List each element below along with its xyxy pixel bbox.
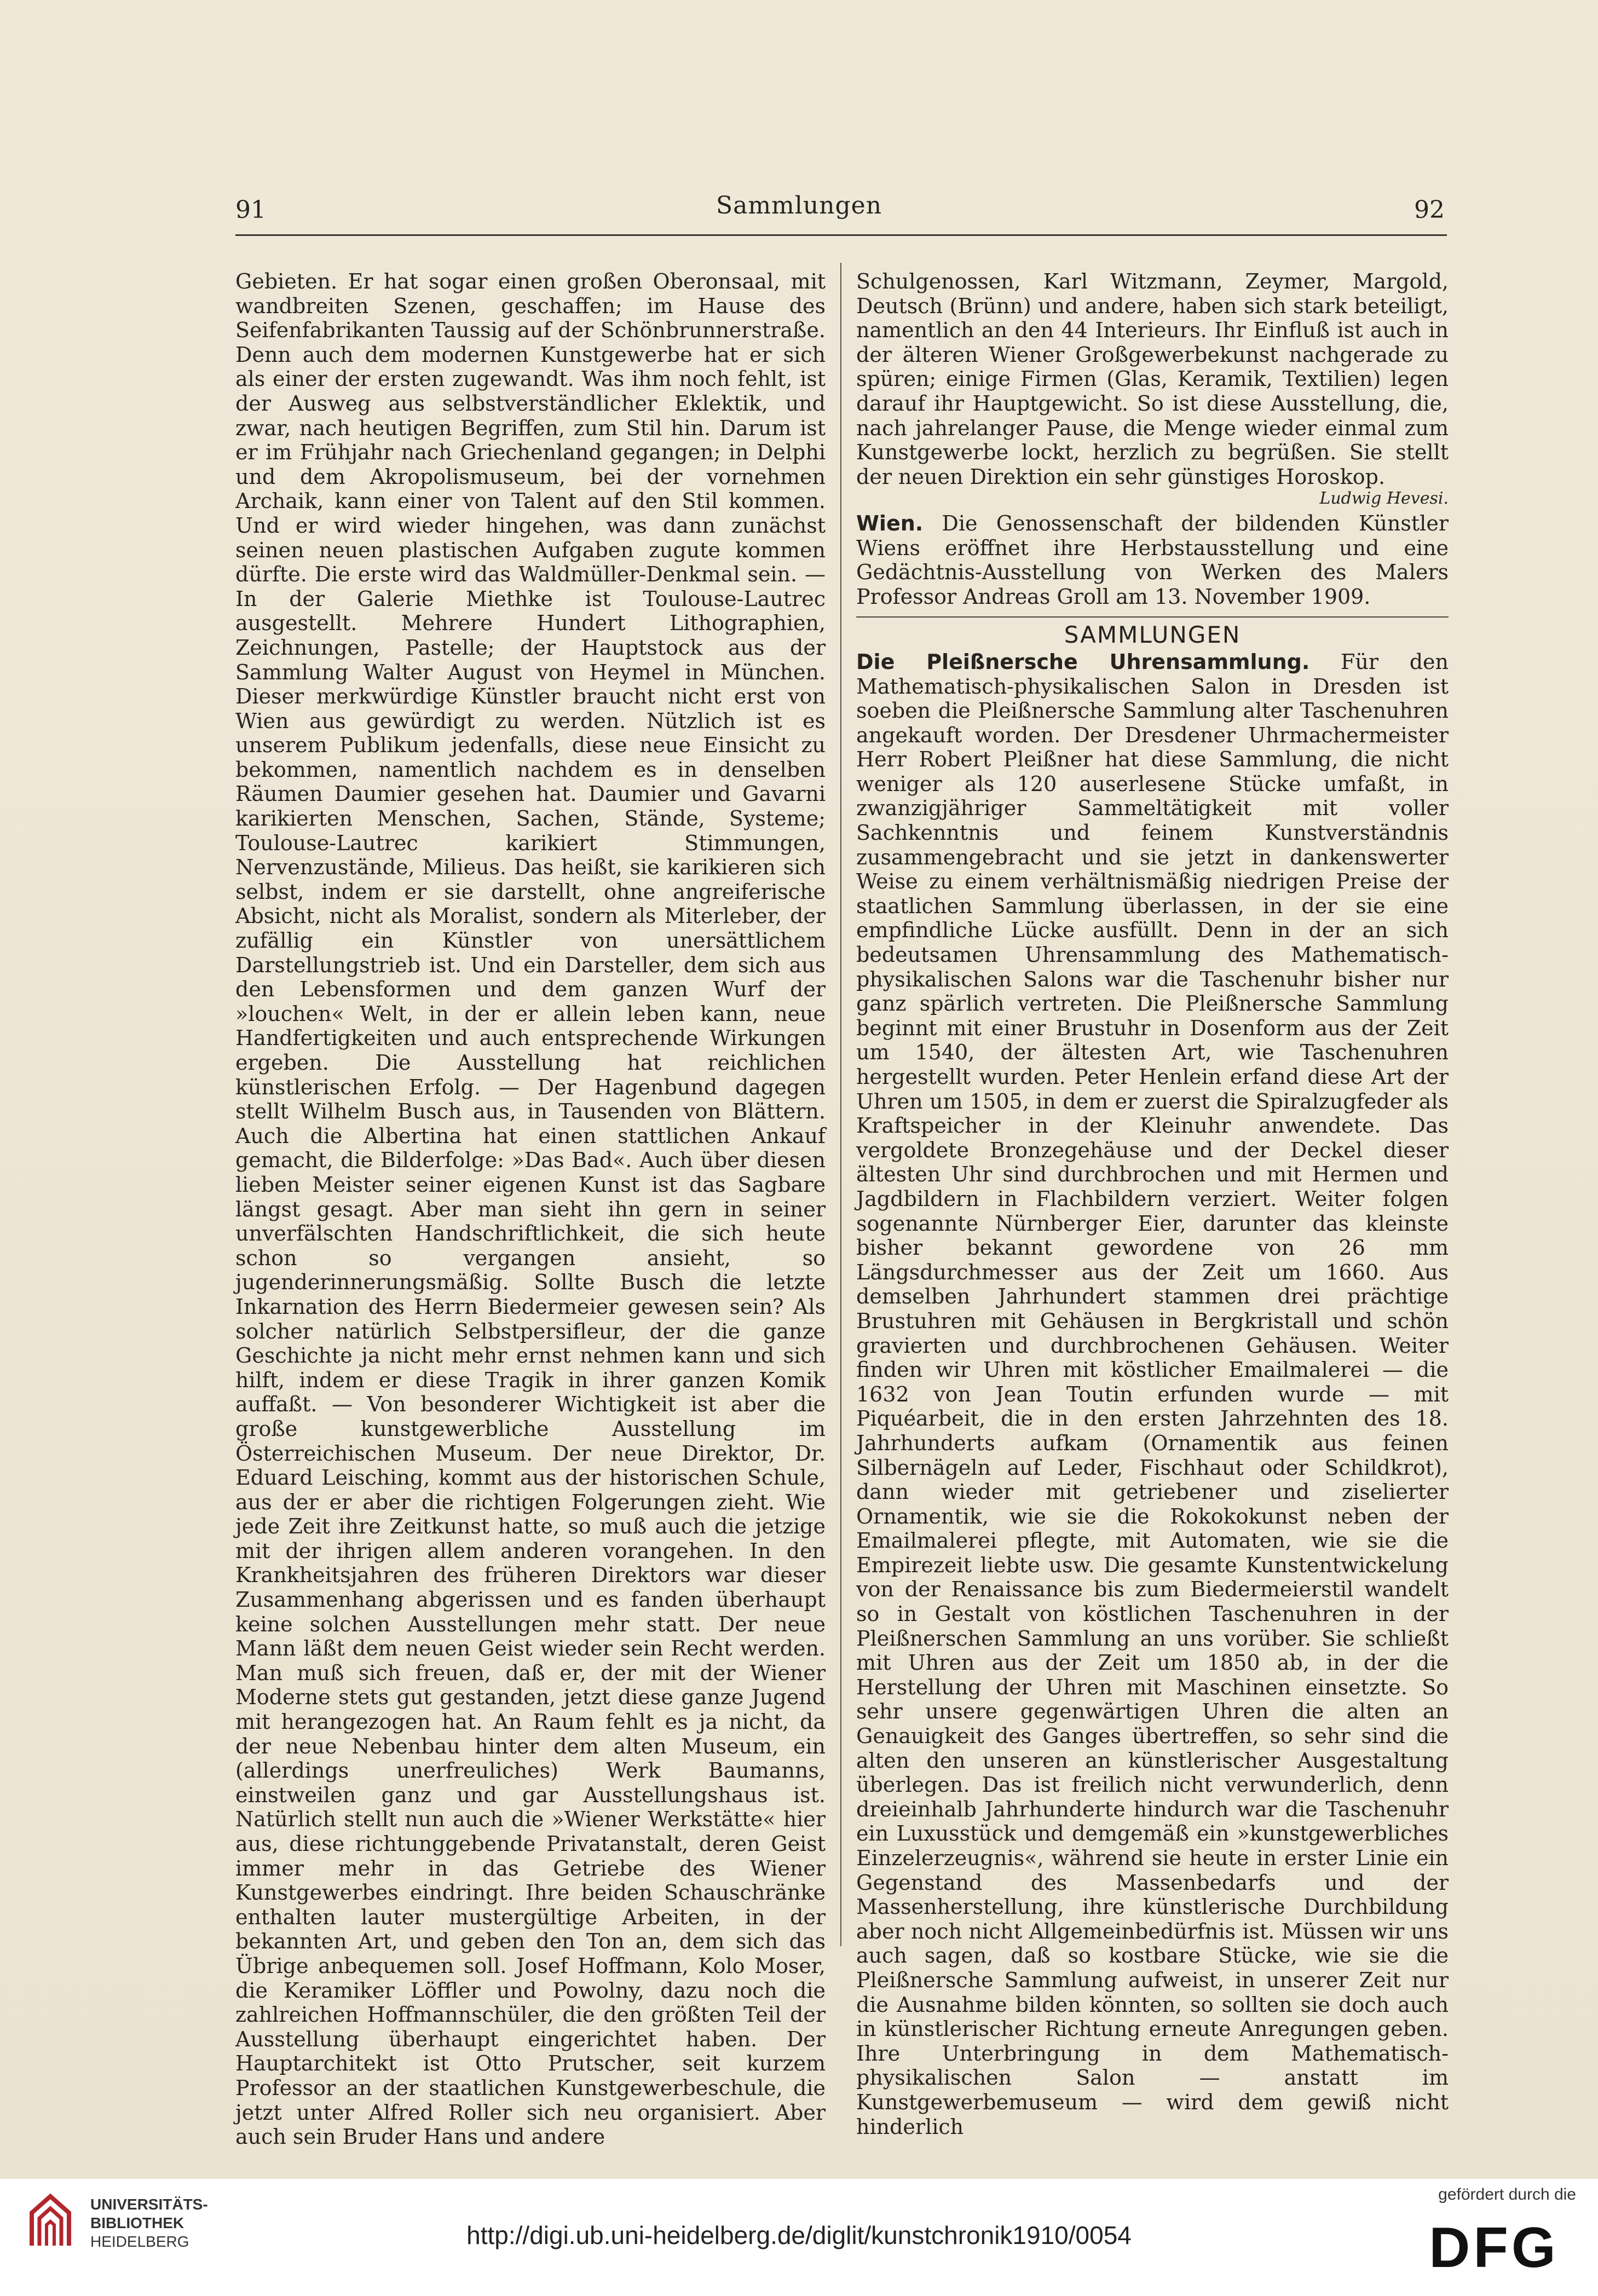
author-signature: Ludwig Hevesi. xyxy=(1319,489,1449,509)
uhren-lead: Die Pleißnersche Uhrensammlung. xyxy=(856,649,1310,674)
left-column xyxy=(235,269,826,2149)
running-head xyxy=(0,192,1598,234)
library-line-3: HEIDELBERG xyxy=(90,2233,189,2250)
dfg-logo-icon xyxy=(1412,2215,1576,2280)
uhren-paragraph xyxy=(856,650,1449,2139)
wien-text: Die Genossenschaft der bildenden Künstler Wiens eröffnet ihre Herbstausstellung und eine Gedächtnis-Ausstellung von Werken des Malers Professor Andreas Groll am 13. November 1909. xyxy=(856,511,1449,609)
column-divider xyxy=(840,263,841,1946)
running-title: Sammlungen xyxy=(716,192,882,220)
right-column-paragraph: Schulgenossen, Karl Witzmann, Zeymer, Margold, Deutsch (Brünn) und andere, haben sich stark beteiligt, namentlich an den 44 Interieurs. Ihr Einfluß ist auch in der älteren Wiener Großgewerbekunst nachgerade zu spüren; einige Firmen (Glas, Keramik, Textilien) legen darauf ihr Hauptgewicht. So ist diese Ausstellung, die, nach jahrelanger Pause, die Menge wieder einmal zum Kunstgewerbe lockt, herzlich zu begrüßen. Sie stellt der neuen Direktion ein sehr günstiges Horoskop. xyxy=(856,269,1449,489)
left-column-text: Gebieten. Er hat sogar einen großen Oberonsaal, mit wandbreiten Szenen, geschaffen; im Hause des Seifenfabrikanten Taussig auf der Schönbrunnerstraße. Denn auch dem modernen Kunstgewerbe hat er sich als einer der ersten zugewandt. Was ihm noch fehlt, ist der Ausweg aus selbstverständlicher Eklektik, und zwar, nach heutigen Begriffen, zum Stil hin. Darum ist er im Frühjahr nach Griechenland gegangen; in Delphi und dem Akropolismuseum, bei der vornehmen Archaik, kann einer von Talent auf den Stil kommen. Und er wird wieder hingehen, was dann zunächst seinen neuen plastischen Aufgaben zugute kommen dürfte. Die erste wird das Waldmüller-Denkmal sein. — In der Galerie Miethke ist Toulouse-Lautrec ausgestellt. Mehrere Hundert Lithographien, Zeichnungen, Pastelle; der Hauptstock aus der Sammlung Walter August von Heymel in München. Dieser merkwürdige Künstler braucht nicht erst von Wien aus gewürdigt zu werden. Nützlich ist es unserem Publikum jedenfalls, diese neue Einsicht zu bekommen, namentlich nachdem es in denselben Räumen Daumier gesehen hat. Daumier und Gavarni karikierten Menschen, Sachen, Stände, Systeme; Toulouse-Lautrec karikiert Stimmungen, Nervenzustände, Milieus. Das heißt, sie karikieren sich selbst, indem er sie darstellt, ohne angreiferische Absicht, nicht als Moralist, sondern als Miterleber, der zufällig ein Künstler von unersättlichem Darstellungstrieb ist. Und ein Darsteller, dem sich aus den Lebensformen und dem ganzen Wurf der »louchen« Welt, in der er allein leben kann, neue Handfertigkeiten und auch entsprechende Wirkungen ergeben. Die Ausstellung hat reichlichen künstlerischen Erfolg. — Der Hagenbund dagegen stellt Wilhelm Busch aus, in Tausenden von Blättern. Auch die Albertina hat einen stattlichen Ankauf gemacht, die Bilderfolge: »Das Bad«. Auch über diesen lieben Meister seiner eigenen Kunst ist das Sagbare längst gesagt. Aber man sieht ihn gern in seiner unverfälschten Handschriftlichkeit, die sich heute schon so vergangen ansieht, so jugenderinnerungsmäßig. Sollte Busch die letzte Inkarnation des Herrn Biedermeier gewesen sein? Als solcher natürlich Selbstpersifleur, der die ganze Geschichte ja nicht mehr ernst nehmen kann und sich hilft, indem er diese Tragik in ihrer ganzen Komik auffaßt. — Von besonderer Wichtigkeit ist aber die große kunstgewerbliche Ausstellung im Österreichischen Museum. Der neue Direktor, Dr. Eduard Leisching, kommt aus der historischen Schule, aus der er aber die richtigen Folgerungen zieht. Wie jede Zeit ihre Zeitkunst hatte, so muß auch die jetzige mit der ihrigen allem anderen vorangehen. In den Krankheitsjahren des früheren Direktors war dieser Zusammenhang abgerissen und es fanden überhaupt keine solchen Ausstellungen mehr statt. Der neue Mann läßt dem neuen Geist wieder sein Recht werden. Man muß sich freuen, daß er, der mit der Wiener Moderne stets gut gestanden, jetzt diese ganze Jugend mit herangezogen hat. An Raum fehlt es ja nicht, da der neue Nebenbau hinter dem alten Museum, ein (allerdings unerfreuliches) Werk Baumanns, einstweilen ganz und gar Ausstellungshaus ist. Natürlich stellt nun auch die »Wiener Werkstätte« hier aus, diese richtunggebende Privatanstalt, deren Geist immer mehr in das Getriebe des Wiener Kunstgewerbes eindringt. Ihre beiden Schauschränke enthalten lauter mustergültige Arbeiten, in der bekannten Art, und geben den Ton an, dem sich das Übrige anbequemen soll. Josef Hoffmann, Kolo Moser, die Keramiker Löffler und Powolny, dazu noch die zahlreichen Hoffmannschüler, die den größten Teil der Ausstellung überhaupt eingerichtet haben. Der Hauptarchitekt ist Otto Prutscher, seit kurzem Professor an der staatlichen Kunstgewerbeschule, die jetzt unter Alfred Roller sich neu organisiert. Aber auch sein Bruder Hans und andere xyxy=(235,269,826,2149)
uhren-text: Für den Mathematisch-physikalischen Salon in Dresden ist soeben die Pleißnersche Sammlung alter Taschenuhren angekauft worden. Der Dresdener Uhrmachermeister Herr Robert Pleißner hat diese Sammlung, die nicht weniger als 120 auserlesene Stücke umfaßt, in zwanzigjähriger Sammeltätigkeit mit voller Sachkenntnis und feinem Kunstverständnis zusammengebracht und sie jetzt in dankenswerter Weise zu einem verhältnismäßig niedrigen Preise der staatlichen Sammlung überlassen, in der sie eine empfindliche Lücke ausfüllt. Denn in der an sich bedeutsamen Uhrensammlung des Mathematisch-physikalischen Salons war die Taschenuhr bisher nur ganz spärlich vertreten. Die Pleißnersche Sammlung beginnt mit einer Brustuhr in Dosenform aus der Zeit um 1540, der ältesten Art, wie Taschenuhren hergestellt wurden. Peter Henlein erfand diese Art der Uhren um 1505, in dem er zuerst die Spiralzugfeder als Kraftspeicher in der Kleinuhr anwendete. Das vergoldete Bronzegehäuse und der Deckel dieser ältesten Uhr sind durchbrochen und mit Hermen und Jagdbildern in Flachbildern verziert. Weiter folgen sogenannte Nürnberger Eier, darunter das kleinste bisher bekannt gewordene von 26 mm Längsdurchmesser aus der Zeit um 1660. Aus demselben Jahrhundert stammen drei prächtige Brustuhren mit Gehäusen in Bergkristall und schön gravierten und durchbrochenen Gehäusen. Weiter finden wir Uhren mit köstlicher Emailmalerei — die 1632 von Jean Toutin erfunden wurde — mit Piquéarbeit, die in den ersten Jahrzehnten des 18. Jahrhunderts aufkam (Ornamentik aus feinen Silbernägeln auf Leder, Fischhaut oder Schildkrot), dann wieder mit getriebener und ziselierter Ornamentik, wie sie die Rokokokunst neben der Emailmalerei pflegte, mit Automaten, wie sie die Empirezeit liebte usw. Die gesamte Kunstentwickelung von der Renaissance bis zum Biedermeierstil wandelt so in Gestalt von köstlichen Taschenuhren in der Pleißnerschen Sammlung an uns vorüber. Sie schließt mit Uhren aus der Zeit um 1850 ab, in der die Herstellung der Uhren mit Maschinen einsetzte. So sehr unsere gegenwärtigen Uhren die alten an Genauigkeit des Ganges übertreffen, so sehr sind die alten den unseren an künstlerischer Ausgestaltung überlegen. Das ist freilich nicht verwunderlich, denn dreieinhalb Jahrhunderte hindurch war die Taschenuhr ein Luxusstück und demgemäß ein »kunstgewerbliches Einzelerzeugnis«, während sie heute in erster Linie ein Gegenstand des Massenbedarfs und der Massenherstellung, ihre künstlerische Durchbildung aber noch nicht Allgemeinbedürfnis ist. Müssen wir uns auch sagen, daß so kostbare Stücke, wie sie die Pleißnersche Sammlung aufweist, in unserer Zeit nur die Ausnahme bilden könnten, so sollten sie doch auch in künstlerischer Richtung erneute Anregungen geben. Ihre Unterbringung in dem Mathematisch-physikalischen Salon — anstatt im Kunstgewerbemuseum — wird dem gewiß nicht hinderlich xyxy=(856,649,1449,2139)
dfg-logo-text: DFG xyxy=(1429,2216,1559,2280)
section-rule xyxy=(856,616,1449,618)
section-heading: SAMMLUNGEN xyxy=(1064,621,1241,649)
digitization-footer xyxy=(0,2179,1598,2296)
permalink-url[interactable]: http://digi.ub.uni-heidelberg.de/diglit/kunstchronik1910/0054 xyxy=(466,2221,1132,2249)
funding-caption: gefördert durch die xyxy=(1438,2185,1576,2203)
page-number-right: 92 xyxy=(1414,196,1445,224)
library-line-1: UNIVERSITÄTS- xyxy=(90,2196,208,2213)
header-rule xyxy=(235,234,1447,236)
right-column xyxy=(856,269,1449,2139)
wien-paragraph xyxy=(856,511,1449,609)
wien-lead: Wien. xyxy=(856,511,924,535)
page-number-left: 91 xyxy=(235,196,266,224)
library-line-2: BIBLIOTHEK xyxy=(90,2214,184,2231)
